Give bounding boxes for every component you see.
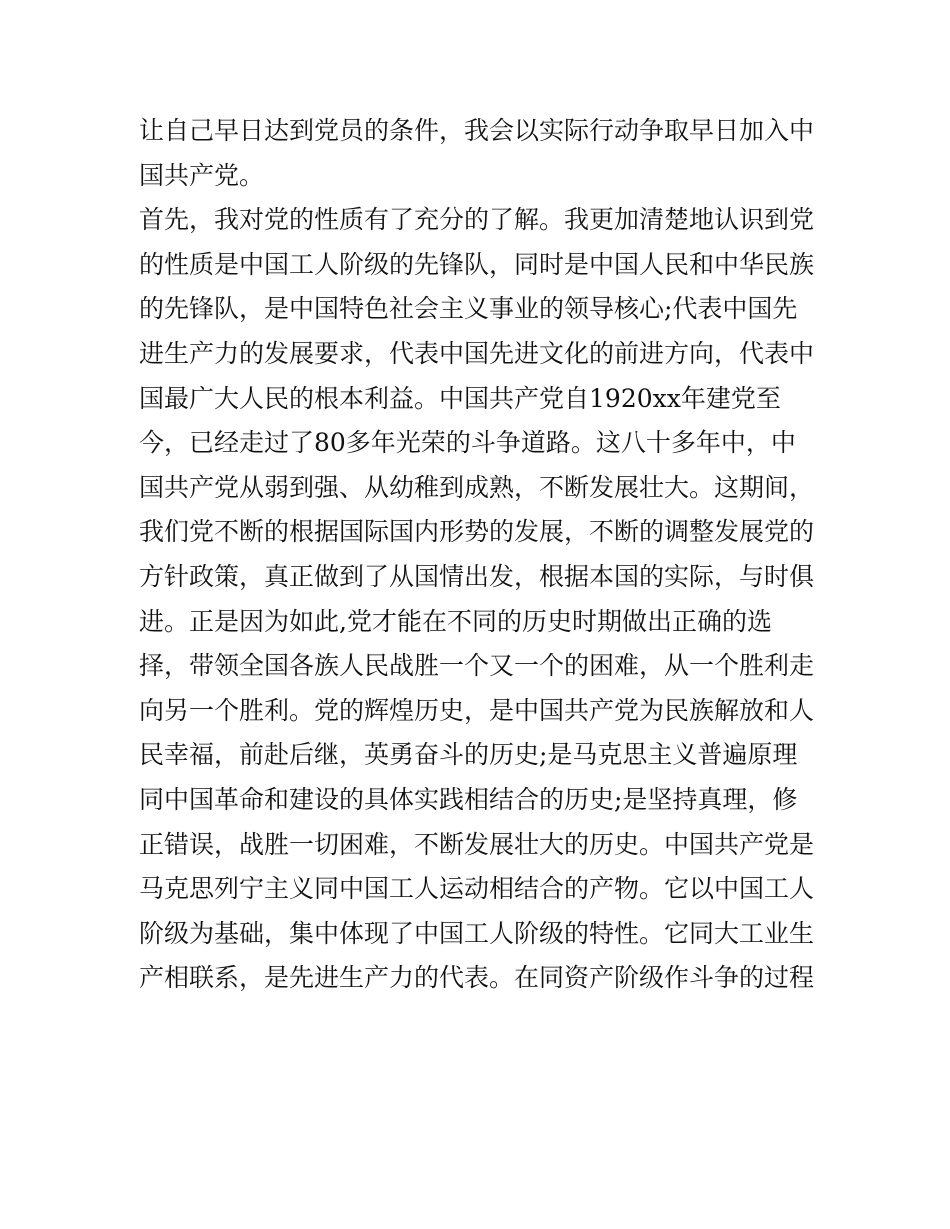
text-line: 正错误，战胜一切困难，不断发展壮大的历史。中国共产党是 <box>139 829 815 859</box>
text-line: 国共产党从弱到强、从幼稚到成熟，不断发展壮大。这期间， <box>139 472 815 502</box>
text-line: 民幸福，前赴后继，英勇奋斗的历史;是马克思主义普遍原理 <box>139 740 798 770</box>
text-line: 的性质是中国工人阶级的先锋队，同时是中国人民和中华民族 <box>139 249 815 279</box>
text-line: 今，已经走过了80多年光荣的斗争道路。这八十多年中，中 <box>139 428 796 458</box>
text-line: 马克思列宁主义同中国工人运动相结合的产物。它以中国工人 <box>139 874 815 904</box>
text-line: 向另一个胜利。党的辉煌历史，是中国共产党为民族解放和人 <box>139 695 815 725</box>
text-line: 国共产党。 <box>139 160 265 190</box>
text-line: 首先，我对党的性质有了充分的了解。我更加清楚地认识到党 <box>139 205 815 235</box>
text-line: 方针政策，真正做到了从国情出发，根据本国的实际，与时俱 <box>139 561 815 591</box>
text-line: 国最广大人民的根本利益。中国共产党自1920xx年建党至 <box>139 383 781 413</box>
text-line: 的先锋队，是中国特色社会主义事业的领导核心;代表中国先 <box>139 294 798 324</box>
text-line: 进。正是因为如此,党才能在不同的历史时期做出正确的选 <box>139 606 772 636</box>
text-line: 我们党不断的根据国际国内形势的发展，不断的调整发展党的 <box>139 517 815 547</box>
body-text <box>139 109 819 1001</box>
text-line: 进生产力的发展要求，代表中国先进文化的前进方向，代表中 <box>139 338 815 368</box>
text-line: 阶级为基础，集中体现了中国工人阶级的特性。它同大工业生 <box>139 918 815 948</box>
text-line: 择，带领全国各族人民战胜一个又一个的困难，从一个胜利走 <box>139 651 815 681</box>
text-line: 产相联系，是先进生产力的代表。在同资产阶级作斗争的过程 <box>139 963 815 993</box>
text-line: 同中国革命和建设的具体实践相结合的历史;是坚持真理，修 <box>139 784 798 814</box>
text-line: 让自己早日达到党员的条件，我会以实际行动争取早日加入中 <box>139 116 815 145</box>
